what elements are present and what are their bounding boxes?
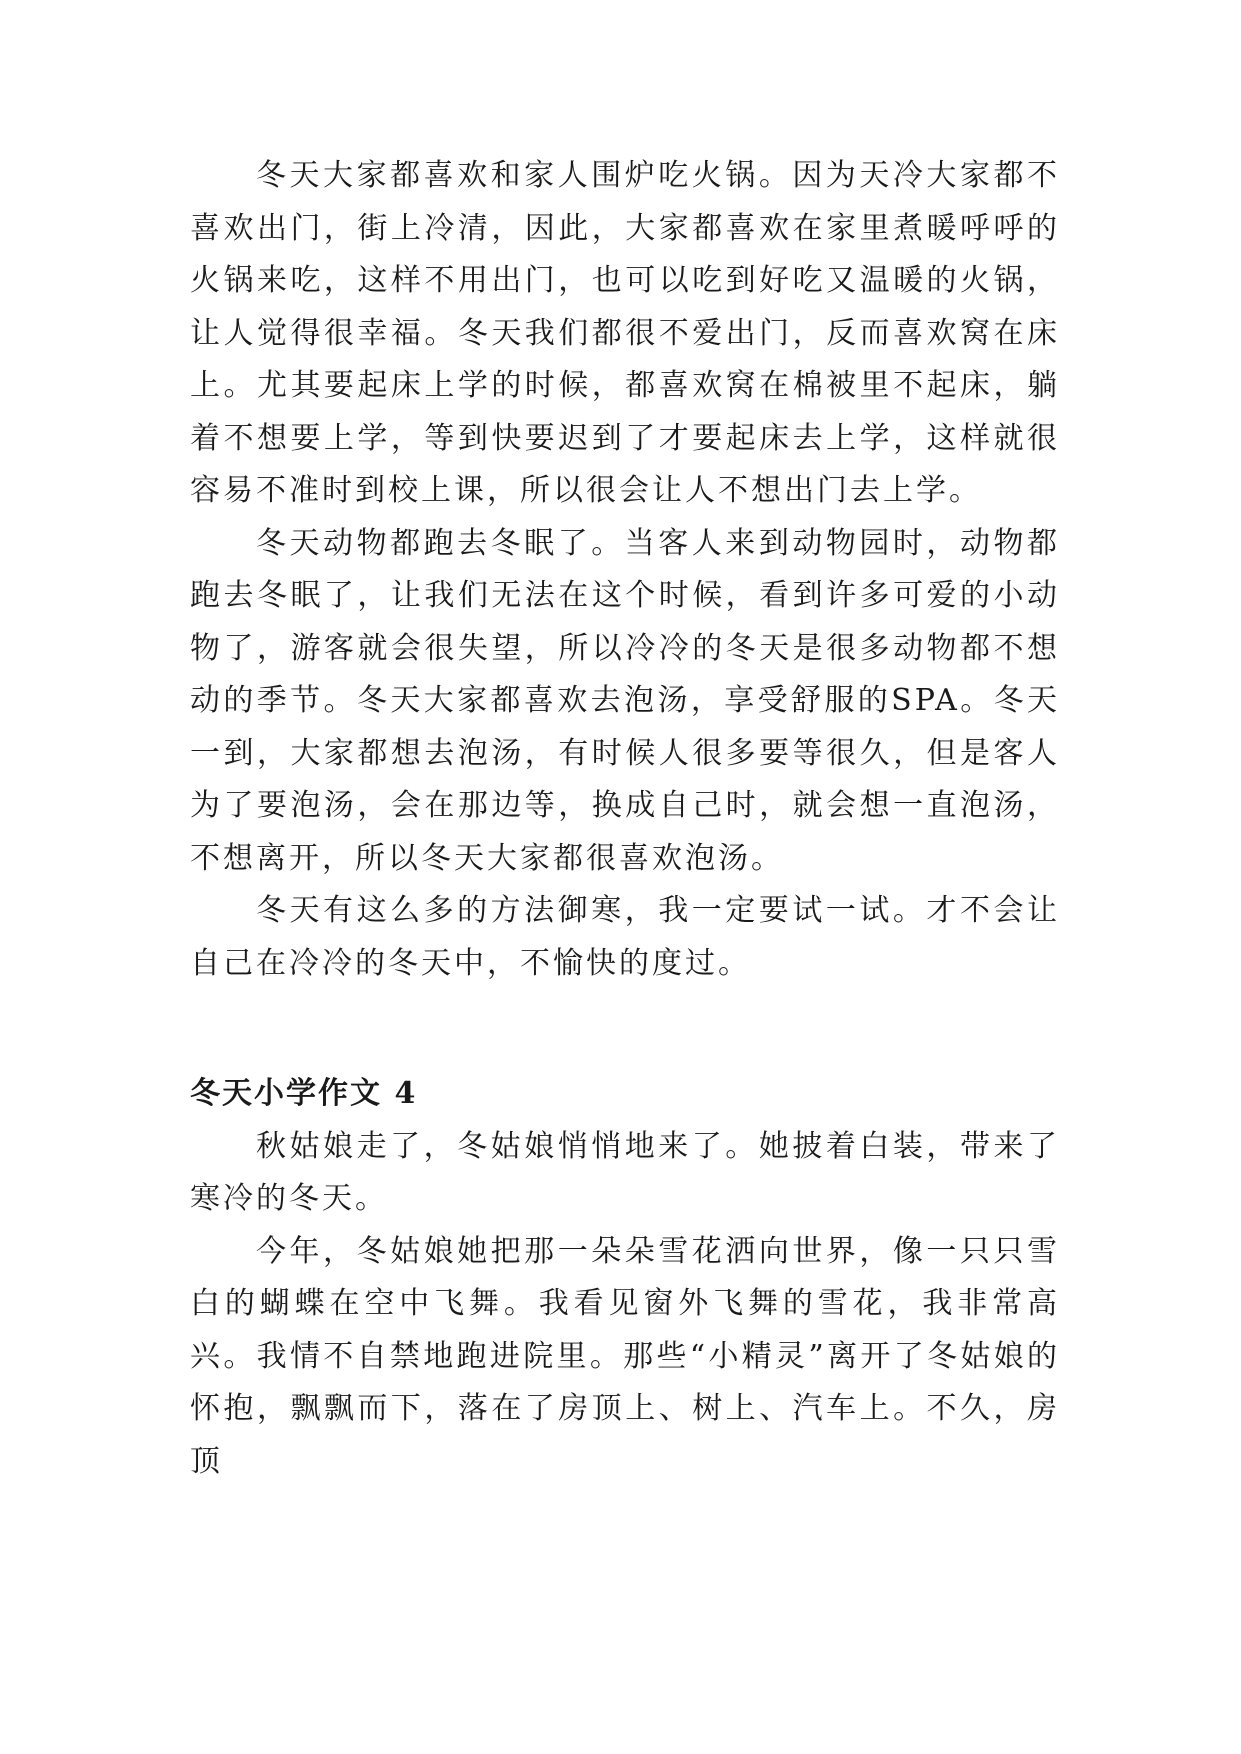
paragraph: 秋姑娘走了，冬姑娘悄悄地来了。她披着白装，带来了寒冷的冬天。 [190, 1128, 1060, 1216]
section-title: 冬天小学作文 4 [190, 1076, 418, 1111]
paragraph: 冬天有这么多的方法御寒，我一定要试一试。才不会让自己在冷冷的冬天中，不愉快的度过。 [190, 893, 1060, 981]
paragraph: 冬天大家都喜欢和家人围炉吃火锅。因为天冷大家都不喜欢出门，街上冷清，因此，大家都喜欢在家里煮暖呼呼的火锅来吃，这样不用出门，也可以吃到好吃又温暖的火锅，让人觉得很幸福。冬天我们都很不爱出门，反而喜欢窝在床上。尤其要起床上学的时候，都喜欢窝在棉被里不起床，躺着不想要上学，等到快要迟到了才要起床去上学，这样就很容易不准时到校上课，所以很会让人不想出门去上学。 [190, 158, 1060, 508]
paragraph: 今年，冬姑娘她把那一朵朵雪花洒向世界，像一只只雪白的蝴蝶在空中飞舞。我看见窗外飞舞的雪花，我非常高兴。我情不自禁地跑进院里。那些“小精灵”离开了冬姑娘的怀抱，飘飘而下，落在了房顶上、树上、汽车上。不久，房顶 [190, 1233, 1060, 1479]
document-page [190, 150, 1060, 1488]
paragraph: 冬天动物都跑去冬眠了。当客人来到动物园时，动物都跑去冬眠了，让我们无法在这个时候，看到许多可爱的小动物了，游客就会很失望，所以冷冷的冬天是很多动物都不想动的季节。冬天大家都喜欢去泡汤，享受舒服的SPA。冬天一到，大家都想去泡汤，有时候人很多要等很久，但是客人为了要泡汤，会在那边等，换成自己时，就会想一直泡汤，不想离开，所以冬天大家都很喜欢泡汤。 [190, 525, 1060, 876]
